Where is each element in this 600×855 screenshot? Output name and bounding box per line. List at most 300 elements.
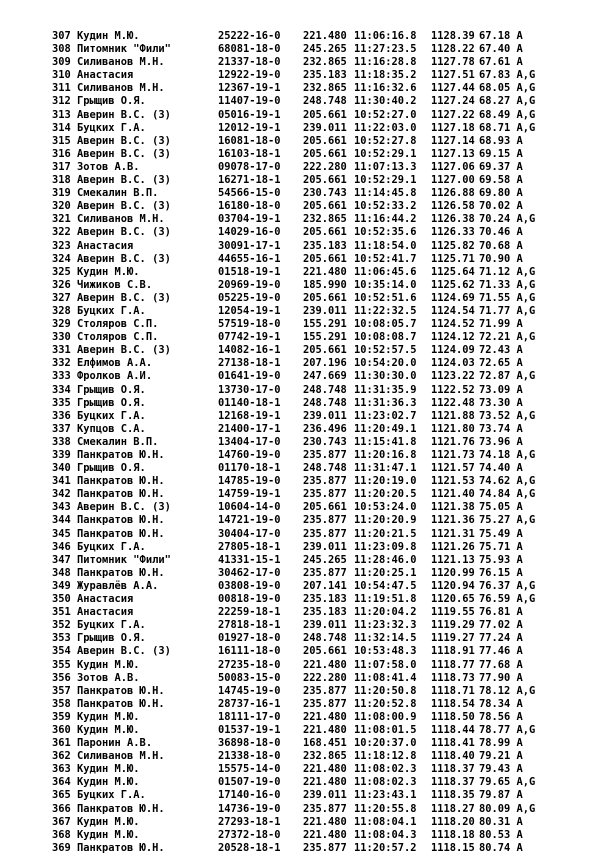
distance-km: 230.743 <box>303 435 347 448</box>
table-row <box>52 397 572 410</box>
coefficient-value: 72.65 A <box>479 357 523 370</box>
speed-value: 1125.82 <box>431 239 475 252</box>
speed-value: 1127.00 <box>431 174 475 187</box>
coefficient-value: 67.61 A <box>479 56 523 69</box>
speed-value: 1124.03 <box>431 357 475 370</box>
fancier-name: Панкратов Ю.Н. <box>77 527 165 540</box>
ring-number: 14029-16-0 <box>218 226 281 239</box>
table-row <box>52 449 572 462</box>
speed-value: 1125.62 <box>431 278 475 291</box>
ring-number: 01518-19-1 <box>218 265 281 278</box>
speed-value: 1118.77 <box>431 658 475 671</box>
arrival-time: 11:15:41.8 <box>354 435 417 448</box>
table-row <box>52 109 572 122</box>
table-row <box>52 842 572 855</box>
coefficient-value: 73.74 A <box>479 422 523 435</box>
ring-number: 50083-15-0 <box>218 671 281 684</box>
coefficient-value: 78.12 A,G <box>479 684 536 697</box>
place-number: 342 <box>52 488 71 501</box>
speed-value: 1124.09 <box>431 344 475 357</box>
arrival-time: 10:52:41.7 <box>354 252 417 265</box>
speed-value: 1121.88 <box>431 409 475 422</box>
fancier-name: Столяров С.П. <box>77 318 159 331</box>
table-row <box>52 737 572 750</box>
ring-number: 13404-17-0 <box>218 435 281 448</box>
fancier-name: Буцких Г.А. <box>77 304 146 317</box>
arrival-time: 10:52:51.6 <box>354 291 417 304</box>
arrival-time: 11:20:49.1 <box>354 422 417 435</box>
fancier-name: Зотов А.В. <box>77 671 140 684</box>
distance-km: 230.743 <box>303 187 347 200</box>
distance-km: 235.877 <box>303 841 347 854</box>
ring-number: 12367-19-1 <box>218 82 281 95</box>
coefficient-value: 80.53 A <box>479 828 523 841</box>
place-number: 309 <box>52 56 71 69</box>
table-row <box>52 423 572 436</box>
speed-value: 1121.13 <box>431 553 475 566</box>
table-row <box>52 226 572 239</box>
ring-number: 05016-19-1 <box>218 108 281 121</box>
ring-number: 27235-18-0 <box>218 658 281 671</box>
arrival-time: 11:20:52.8 <box>354 697 417 710</box>
ring-number: 16081-18-0 <box>218 134 281 147</box>
ring-number: 14759-19-1 <box>218 488 281 501</box>
arrival-time: 11:20:04.2 <box>354 606 417 619</box>
place-number: 333 <box>52 370 71 383</box>
fancier-name: Аверин В.С. (З) <box>77 252 171 265</box>
results-table <box>52 30 572 855</box>
place-number: 320 <box>52 200 71 213</box>
fancier-name: Анастасия <box>77 239 134 252</box>
ring-number: 07742-19-1 <box>218 331 281 344</box>
ring-number: 36898-18-0 <box>218 737 281 750</box>
distance-km: 222.280 <box>303 671 347 684</box>
speed-value: 1121.40 <box>431 488 475 501</box>
table-row <box>52 43 572 56</box>
place-number: 363 <box>52 763 71 776</box>
distance-km: 168.451 <box>303 737 347 750</box>
fancier-name: Столяров С.П. <box>77 331 159 344</box>
fancier-name: Смекалин В.П. <box>77 187 159 200</box>
table-row <box>52 711 572 724</box>
speed-value: 1121.53 <box>431 475 475 488</box>
ring-number: 17140-16-0 <box>218 789 281 802</box>
place-number: 344 <box>52 514 71 527</box>
table-row <box>52 161 572 174</box>
table-row <box>52 253 572 266</box>
ring-number: 27293-18-1 <box>218 815 281 828</box>
fancier-name: Аверин В.С. (З) <box>77 344 171 357</box>
speed-value: 1121.36 <box>431 514 475 527</box>
arrival-time: 11:18:12.8 <box>354 750 417 763</box>
place-number: 364 <box>52 776 71 789</box>
ring-number: 12168-19-1 <box>218 409 281 422</box>
table-row <box>52 344 572 357</box>
table-row <box>52 632 572 645</box>
ring-number: 30091-17-1 <box>218 239 281 252</box>
table-row <box>52 305 572 318</box>
coefficient-value: 71.12 A,G <box>479 265 536 278</box>
table-row <box>52 619 572 632</box>
arrival-time: 11:31:47.1 <box>354 462 417 475</box>
coefficient-value: 72.43 A <box>479 344 523 357</box>
place-number: 350 <box>52 593 71 606</box>
table-row <box>52 501 572 514</box>
arrival-time: 11:07:58.0 <box>354 658 417 671</box>
arrival-time: 11:14:45.8 <box>354 187 417 200</box>
distance-km: 205.661 <box>303 200 347 213</box>
arrival-time: 11:23:32.3 <box>354 619 417 632</box>
arrival-time: 11:16:44.2 <box>354 213 417 226</box>
distance-km: 221.480 <box>303 30 347 42</box>
distance-km: 232.865 <box>303 213 347 226</box>
distance-km: 232.865 <box>303 750 347 763</box>
arrival-time: 10:54:20.0 <box>354 357 417 370</box>
coefficient-value: 79.21 A <box>479 750 523 763</box>
ring-number: 14082-16-1 <box>218 344 281 357</box>
coefficient-value: 70.24 A,G <box>479 213 536 226</box>
ring-number: 09078-17-0 <box>218 160 281 173</box>
table-row <box>52 645 572 658</box>
place-number: 341 <box>52 475 71 488</box>
distance-km: 221.480 <box>303 763 347 776</box>
ring-number: 14721-19-0 <box>218 514 281 527</box>
arrival-time: 10:35:14.0 <box>354 278 417 291</box>
ring-number: 44655-16-1 <box>218 252 281 265</box>
arrival-time: 11:20:20.9 <box>354 514 417 527</box>
coefficient-value: 79.65 A,G <box>479 776 536 789</box>
place-number: 362 <box>52 750 71 763</box>
place-number: 315 <box>52 134 71 147</box>
place-number: 334 <box>52 383 71 396</box>
ring-number: 27138-18-1 <box>218 357 281 370</box>
fancier-name: Панкратов Ю.Н. <box>77 697 165 710</box>
speed-value: 1127.06 <box>431 160 475 173</box>
distance-km: 205.661 <box>303 134 347 147</box>
speed-value: 1122.48 <box>431 396 475 409</box>
fancier-name: Аверин В.С. (З) <box>77 108 171 121</box>
distance-km: 235.877 <box>303 514 347 527</box>
ring-number: 01537-19-1 <box>218 723 281 736</box>
ring-number: 41331-15-1 <box>218 553 281 566</box>
distance-km: 248.748 <box>303 95 347 108</box>
arrival-time: 11:06:45.6 <box>354 265 417 278</box>
table-row <box>52 803 572 816</box>
coefficient-value: 67.40 A <box>479 43 523 56</box>
place-number: 331 <box>52 344 71 357</box>
table-row <box>52 698 572 711</box>
fancier-name: Аверин В.С. (З) <box>77 226 171 239</box>
table-row <box>52 95 572 108</box>
table-row <box>52 331 572 344</box>
ring-number: 30462-17-0 <box>218 566 281 579</box>
fancier-name: Грыщив О.Я. <box>77 396 146 409</box>
fancier-name: Панкратов Ю.Н. <box>77 488 165 501</box>
fancier-name: Буцких Г.А. <box>77 789 146 802</box>
fancier-name: Грыщив О.Я. <box>77 95 146 108</box>
ring-number: 03808-19-0 <box>218 579 281 592</box>
coefficient-value: 77.24 A <box>479 632 523 645</box>
arrival-time: 11:22:03.0 <box>354 121 417 134</box>
coefficient-value: 69.80 A <box>479 187 523 200</box>
distance-km: 248.748 <box>303 383 347 396</box>
fancier-name: Кудин М.Ю. <box>77 723 140 736</box>
arrival-time: 10:52:29.1 <box>354 174 417 187</box>
place-number: 353 <box>52 632 71 645</box>
place-number: 337 <box>52 422 71 435</box>
speed-value: 1119.27 <box>431 632 475 645</box>
coefficient-value: 76.15 A <box>479 566 523 579</box>
coefficient-value: 78.99 A <box>479 737 523 750</box>
coefficient-value: 74.84 A,G <box>479 488 536 501</box>
fancier-name: Аверин В.С. (З) <box>77 134 171 147</box>
table-row <box>52 200 572 213</box>
table-row <box>52 148 572 161</box>
table-row <box>52 475 572 488</box>
coefficient-value: 69.37 A <box>479 160 523 173</box>
speed-value: 1127.78 <box>431 56 475 69</box>
distance-km: 247.669 <box>303 370 347 383</box>
table-row <box>52 789 572 802</box>
speed-value: 1118.50 <box>431 710 475 723</box>
coefficient-value: 76.81 A <box>479 606 523 619</box>
ring-number: 27372-18-0 <box>218 828 281 841</box>
fancier-name: Панкратов Ю.Н. <box>77 802 165 815</box>
table-row <box>52 514 572 527</box>
speed-value: 1126.38 <box>431 213 475 226</box>
ring-number: 00818-19-0 <box>218 593 281 606</box>
place-number: 326 <box>52 278 71 291</box>
arrival-time: 11:08:00.9 <box>354 710 417 723</box>
distance-km: 235.877 <box>303 802 347 815</box>
coefficient-value: 68.71 A,G <box>479 121 536 134</box>
fancier-name: Силиванов М.Н. <box>77 82 165 95</box>
coefficient-value: 70.02 A <box>479 200 523 213</box>
place-number: 321 <box>52 213 71 226</box>
fancier-name: Аверин В.С. (З) <box>77 645 171 658</box>
speed-value: 1126.58 <box>431 200 475 213</box>
coefficient-value: 73.52 A,G <box>479 409 536 422</box>
table-row <box>52 541 572 554</box>
speed-value: 1126.33 <box>431 226 475 239</box>
coefficient-value: 74.40 A <box>479 462 523 475</box>
distance-km: 205.661 <box>303 645 347 658</box>
table-row <box>52 528 572 541</box>
distance-km: 207.196 <box>303 357 347 370</box>
place-number: 314 <box>52 121 71 134</box>
arrival-time: 11:16:28.8 <box>354 56 417 69</box>
coefficient-value: 79.43 A <box>479 763 523 776</box>
table-row <box>52 763 572 776</box>
fancier-name: Панкратов Ю.Н. <box>77 475 165 488</box>
distance-km: 235.877 <box>303 449 347 461</box>
table-row <box>52 370 572 383</box>
coefficient-value: 77.02 A <box>479 619 523 632</box>
distance-km: 221.480 <box>303 815 347 828</box>
distance-km: 239.011 <box>303 409 347 422</box>
arrival-time: 11:06:16.8 <box>354 30 417 42</box>
table-row <box>52 82 572 95</box>
fancier-name: Кудин М.Ю. <box>77 815 140 828</box>
table-row <box>52 685 572 698</box>
ring-number: 01507-19-0 <box>218 776 281 789</box>
distance-km: 155.291 <box>303 318 347 331</box>
arrival-time: 11:23:43.1 <box>354 789 417 802</box>
ring-number: 14785-19-0 <box>218 475 281 488</box>
place-number: 343 <box>52 501 71 514</box>
arrival-time: 11:18:54.0 <box>354 239 417 252</box>
distance-km: 205.661 <box>303 291 347 304</box>
distance-km: 236.496 <box>303 422 347 435</box>
distance-km: 239.011 <box>303 619 347 632</box>
coefficient-value: 68.27 A,G <box>479 95 536 108</box>
coefficient-value: 72.21 A,G <box>479 331 536 344</box>
ring-number: 14745-19-0 <box>218 684 281 697</box>
ring-number: 05225-19-0 <box>218 291 281 304</box>
distance-km: 235.877 <box>303 697 347 710</box>
table-row <box>52 56 572 69</box>
coefficient-value: 71.33 A,G <box>479 278 536 291</box>
table-row <box>52 279 572 292</box>
speed-value: 1125.64 <box>431 265 475 278</box>
distance-km: 205.661 <box>303 108 347 121</box>
fancier-name: Силиванов М.Н. <box>77 213 165 226</box>
speed-value: 1127.51 <box>431 69 475 82</box>
ring-number: 21337-18-0 <box>218 56 281 69</box>
coefficient-value: 68.49 A,G <box>479 108 536 121</box>
speed-value: 1121.31 <box>431 527 475 540</box>
fancier-name: Силиванов М.Н. <box>77 56 165 69</box>
coefficient-value: 78.34 A <box>479 697 523 710</box>
table-row <box>52 135 572 148</box>
place-number: 360 <box>52 723 71 736</box>
distance-km: 248.748 <box>303 632 347 645</box>
distance-km: 221.480 <box>303 658 347 671</box>
place-number: 308 <box>52 43 71 56</box>
speed-value: 1121.57 <box>431 462 475 475</box>
speed-value: 1121.76 <box>431 435 475 448</box>
distance-km: 205.661 <box>303 174 347 187</box>
coefficient-value: 75.93 A <box>479 553 523 566</box>
coefficient-value: 77.90 A <box>479 671 523 684</box>
fancier-name: Елфимов А.А. <box>77 357 153 370</box>
coefficient-value: 71.77 A,G <box>479 304 536 317</box>
speed-value: 1118.73 <box>431 671 475 684</box>
place-number: 317 <box>52 160 71 173</box>
fancier-name: Аверин В.С. (З) <box>77 291 171 304</box>
distance-km: 205.661 <box>303 252 347 265</box>
ring-number: 15575-14-0 <box>218 763 281 776</box>
distance-km: 239.011 <box>303 121 347 134</box>
speed-value: 1118.15 <box>431 841 475 854</box>
coefficient-value: 71.55 A,G <box>479 291 536 304</box>
arrival-time: 11:31:36.3 <box>354 396 417 409</box>
arrival-time: 11:08:02.3 <box>354 763 417 776</box>
place-number: 319 <box>52 187 71 200</box>
coefficient-value: 71.99 A <box>479 318 523 331</box>
arrival-time: 11:08:04.3 <box>354 828 417 841</box>
arrival-time: 11:20:55.8 <box>354 802 417 815</box>
speed-value: 1121.38 <box>431 501 475 514</box>
speed-value: 1118.91 <box>431 645 475 658</box>
coefficient-value: 68.05 A,G <box>479 82 536 95</box>
distance-km: 239.011 <box>303 789 347 802</box>
speed-value: 1124.54 <box>431 304 475 317</box>
fancier-name: Грыщив О.Я. <box>77 632 146 645</box>
ring-number: 25222-16-0 <box>218 30 281 42</box>
ring-number: 10604-14-0 <box>218 501 281 514</box>
fancier-name: Анастасия <box>77 593 134 606</box>
table-row <box>52 292 572 305</box>
place-number: 307 <box>52 30 71 42</box>
coefficient-value: 78.77 A,G <box>479 723 536 736</box>
fancier-name: Кудин М.Ю. <box>77 30 140 42</box>
ring-number: 13730-17-0 <box>218 383 281 396</box>
ring-number: 20969-19-0 <box>218 278 281 291</box>
ring-number: 27805-18-1 <box>218 540 281 553</box>
fancier-name: Смекалин В.П. <box>77 435 159 448</box>
table-row <box>52 672 572 685</box>
coefficient-value: 80.09 A,G <box>479 802 536 815</box>
arrival-time: 10:08:08.7 <box>354 331 417 344</box>
speed-value: 1121.80 <box>431 422 475 435</box>
ring-number: 01927-18-0 <box>218 632 281 645</box>
place-number: 312 <box>52 95 71 108</box>
coefficient-value: 67.18 A <box>479 30 523 42</box>
table-row <box>52 69 572 82</box>
speed-value: 1127.14 <box>431 134 475 147</box>
distance-km: 239.011 <box>303 540 347 553</box>
ring-number: 16111-18-0 <box>218 645 281 658</box>
fancier-name: Аверин В.С. (З) <box>77 147 171 160</box>
arrival-time: 10:54:47.5 <box>354 579 417 592</box>
place-number: 311 <box>52 82 71 95</box>
speed-value: 1126.88 <box>431 187 475 200</box>
table-row <box>52 30 572 43</box>
arrival-time: 11:23:09.8 <box>354 540 417 553</box>
speed-value: 1127.44 <box>431 82 475 95</box>
coefficient-value: 68.93 A <box>479 134 523 147</box>
coefficient-value: 70.68 A <box>479 239 523 252</box>
distance-km: 235.877 <box>303 684 347 697</box>
ring-number: 27818-18-1 <box>218 619 281 632</box>
speed-value: 1124.12 <box>431 331 475 344</box>
place-number: 349 <box>52 579 71 592</box>
arrival-time: 11:32:14.5 <box>354 632 417 645</box>
ring-number: 01641-19-0 <box>218 370 281 383</box>
speed-value: 1119.55 <box>431 606 475 619</box>
speed-value: 1124.52 <box>431 318 475 331</box>
place-number: 310 <box>52 69 71 82</box>
arrival-time: 10:53:48.3 <box>354 645 417 658</box>
distance-km: 221.480 <box>303 828 347 841</box>
arrival-time: 10:53:24.0 <box>354 501 417 514</box>
fancier-name: Кудин М.Ю. <box>77 710 140 723</box>
place-number: 365 <box>52 789 71 802</box>
speed-value: 1120.94 <box>431 579 475 592</box>
fancier-name: Чижиков С.В. <box>77 278 153 291</box>
fancier-name: Буцких Г.А. <box>77 540 146 553</box>
coefficient-value: 72.87 A,G <box>479 370 536 383</box>
fancier-name: Силиванов М.Н. <box>77 750 165 763</box>
fancier-name: Паронин А.В. <box>77 737 153 750</box>
place-number: 340 <box>52 462 71 475</box>
coefficient-value: 76.59 A,G <box>479 593 536 606</box>
coefficient-value: 75.49 A <box>479 527 523 540</box>
table-row <box>52 122 572 135</box>
distance-km: 221.480 <box>303 710 347 723</box>
arrival-time: 10:52:33.2 <box>354 200 417 213</box>
